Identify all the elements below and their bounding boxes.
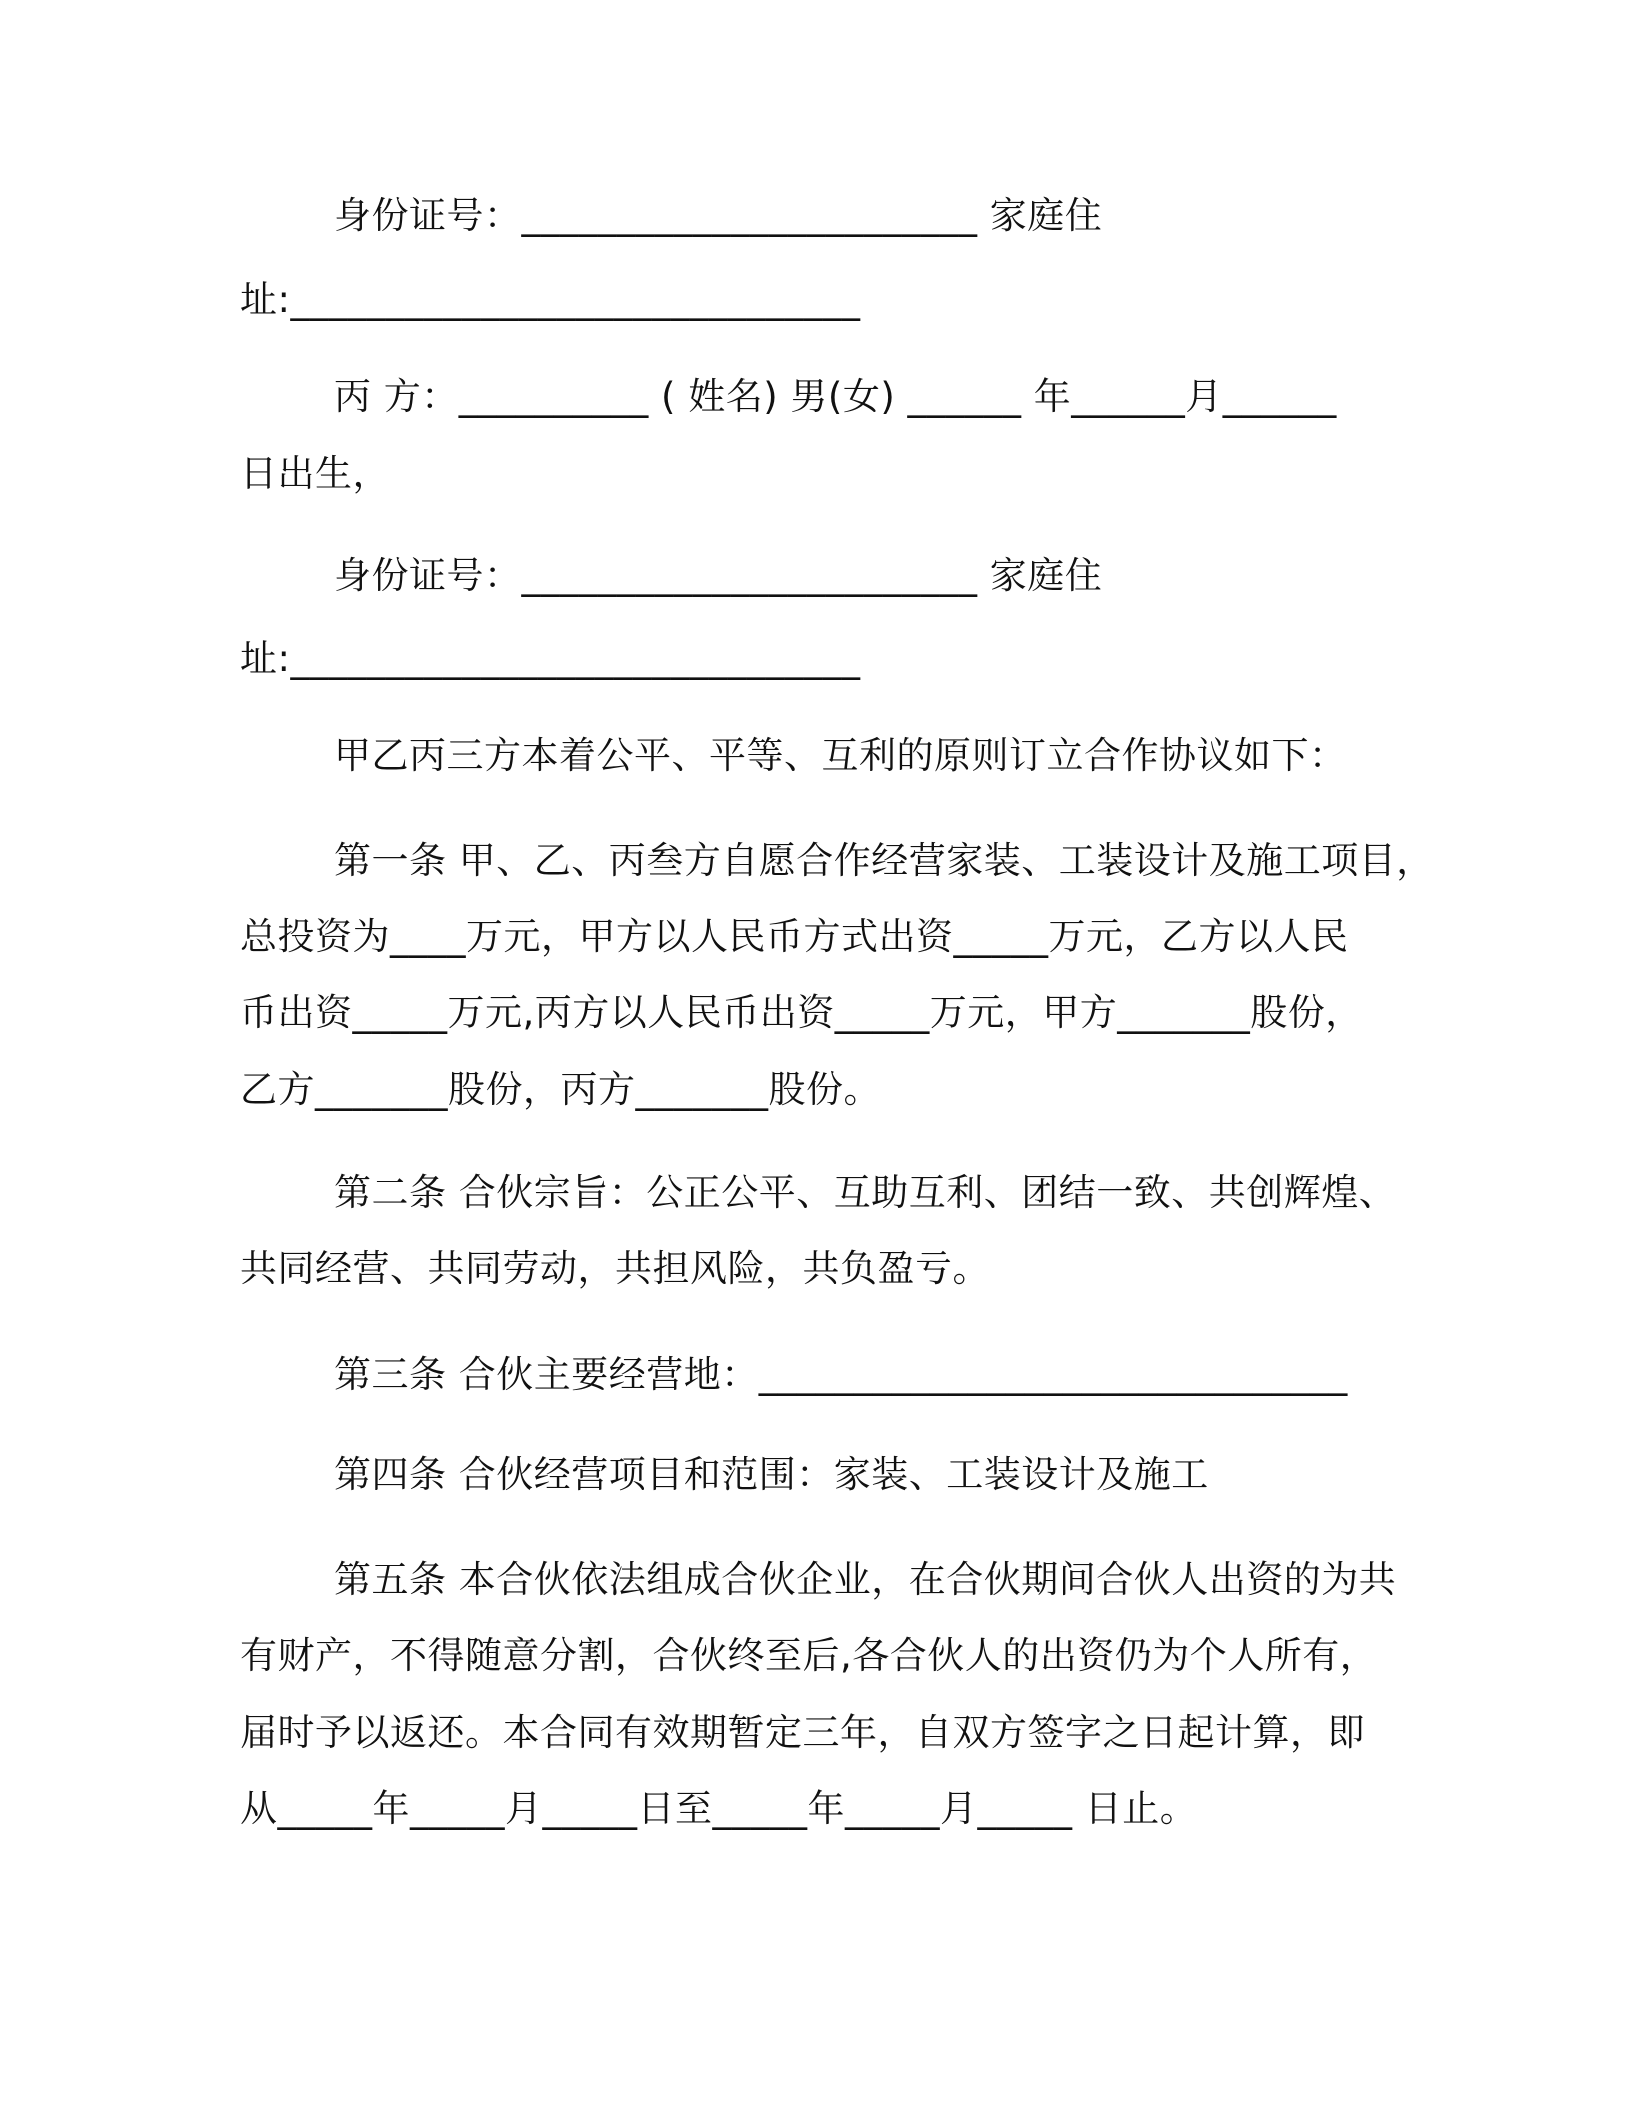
article-2-line-1: 第二条 合伙宗旨：公正公平、互助互利、团结一致、共创辉煌、 xyxy=(334,1171,1397,1214)
party-c-id-line: 身份证号：________________________ 家庭住 xyxy=(334,554,1103,597)
article-5-line-2: 有财产，不得随意分割，合伙终至后,各合伙人的出资仍为个人所有， xyxy=(240,1634,1378,1677)
article-4: 第四条 合伙经营项目和范围：家装、工装设计及施工 xyxy=(334,1453,1209,1496)
article-1-line-3: 币出资_____万元,丙方以人民币出资_____万元，甲方_______股份， xyxy=(240,991,1363,1034)
article-1-line-1: 第一条 甲、乙、丙叁方自愿合作经营家装、工装设计及施工项目， xyxy=(334,839,1434,882)
article-1-line-2: 总投资为____万元，甲方以人民币方式出资_____万元，乙方以人民 xyxy=(240,915,1349,958)
party-c-line: 丙 方：__________ ( 姓名) 男(女) ______ 年______月______ xyxy=(334,375,1337,418)
party-b-id-line: 身份证号：________________________ 家庭住 xyxy=(334,194,1103,237)
agreement-intro: 甲乙丙三方本着公平、平等、互利的原则订立合作协议如下： xyxy=(334,734,1347,777)
article-5-line-4: 从_____年_____月_____日至_____年_____月_____ 日止。 xyxy=(240,1787,1198,1830)
article-1-line-4: 乙方_______股份，丙方_______股份。 xyxy=(240,1068,881,1111)
article-2-line-2: 共同经营、共同劳动，共担风险，共负盈亏。 xyxy=(240,1247,990,1290)
party-b-address-line: 址:______________________________ xyxy=(240,278,861,321)
party-c-birth-line: 日出生， xyxy=(240,452,390,495)
article-5-line-1: 第五条 本合伙依法组成合伙企业，在合伙期间合伙人出资的为共 xyxy=(334,1558,1397,1601)
article-3: 第三条 合伙主要经营地：_______________________________ xyxy=(334,1353,1348,1396)
party-c-address-line: 址:______________________________ xyxy=(240,637,861,680)
article-5-line-3: 届时予以返还。本合同有效期暂定三年，自双方签字之日起计算，即 xyxy=(240,1711,1365,1754)
